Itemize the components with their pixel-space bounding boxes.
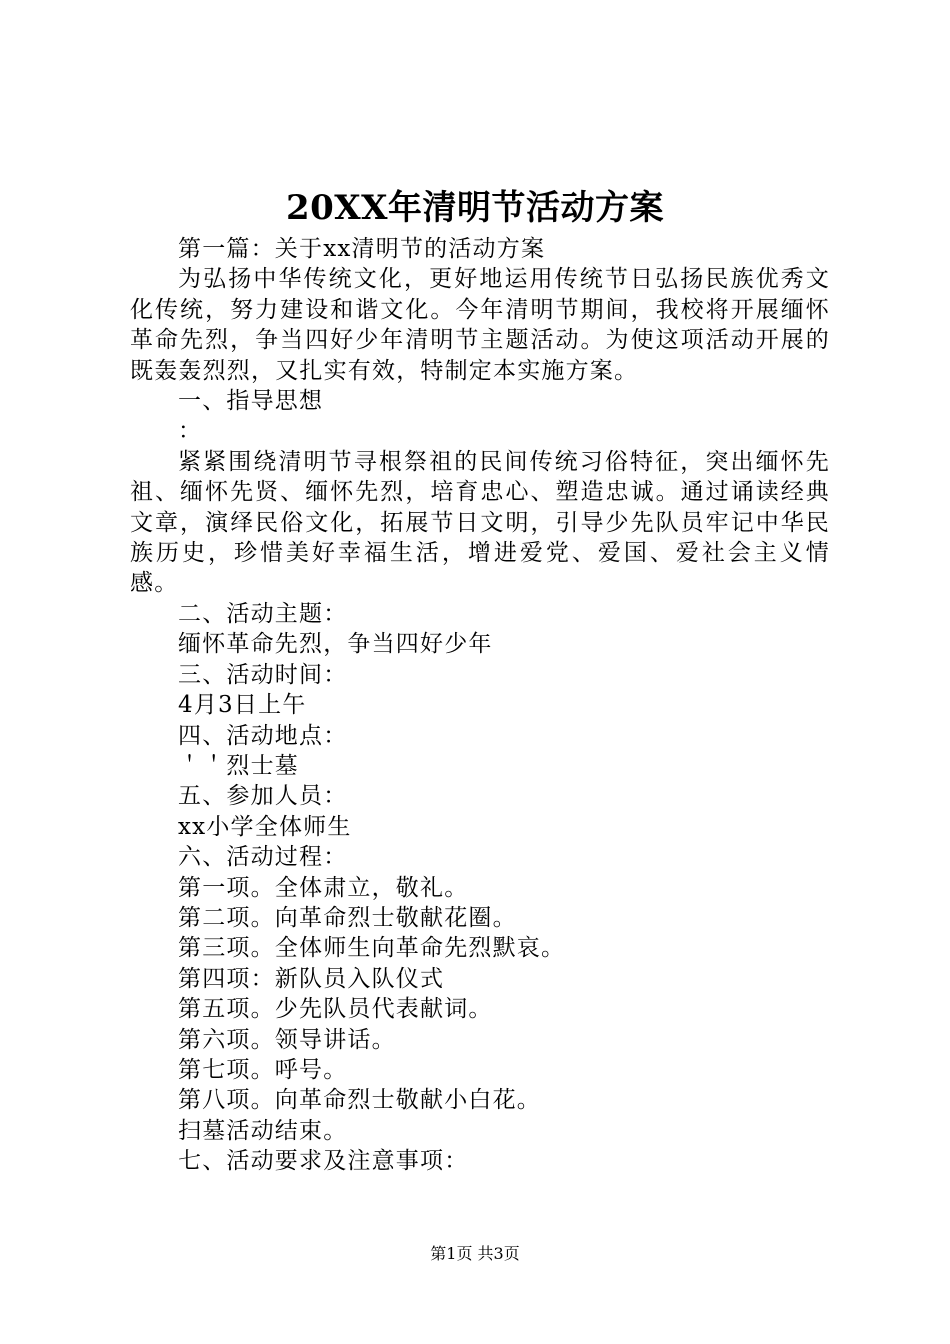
text-line: 缅怀革命先烈，争当四好少年 [178, 631, 493, 658]
text-line: ＇＇烈士墓 [178, 752, 299, 779]
text-line: 扫墓活动结束。 [178, 1117, 348, 1144]
list-item: 第四项：新队员入队仪式 [178, 965, 445, 992]
text-line: ： [178, 418, 203, 445]
document-title: 20XX年清明节活动方案 [285, 188, 665, 228]
text-line: 4月3日上午 [178, 692, 307, 719]
list-item: 第七项。呼号。 [178, 1056, 348, 1083]
section-heading: 二、活动主题： [178, 600, 348, 627]
list-item: 第六项。领导讲话。 [178, 1026, 396, 1053]
section-heading: 四、活动地点： [178, 722, 348, 749]
section-heading: 第一篇：关于xx清明节的活动方案 [178, 236, 546, 262]
text-line: xx小学全体师生 [178, 813, 352, 840]
list-item: 第三项。全体师生向革命先烈默哀。 [178, 935, 566, 962]
paragraph: 为弘扬中华传统文化，更好地运用传统节日弘扬民族优秀文化传统，努力建设和谐文化。今年清明节期间，我校将开展缅怀革命先烈，争当四好少年清明节主题活动。为使这项活动开展的既轰轰烈烈，又扎实有效，特制定本实施方案。 [130, 266, 830, 384]
list-item: 第一项。全体肃立，敬礼。 [178, 874, 469, 901]
list-item: 第八项。向革命烈士敬献小白花。 [178, 1087, 541, 1114]
section-heading: 一、指导思想 [178, 388, 324, 415]
section-heading: 七、活动要求及注意事项： [178, 1148, 469, 1175]
document-body [130, 234, 830, 1177]
list-item: 第五项。少先队员代表献词。 [178, 996, 493, 1023]
section-heading: 五、参加人员： [178, 783, 348, 810]
page-number-footer: 第1页 共3页 [430, 1244, 520, 1263]
list-item: 第二项。向革命烈士敬献花圈。 [178, 904, 517, 931]
paragraph: 紧紧围绕清明节寻根祭祖的民间传统习俗特征，突出缅怀先祖、缅怀先贤、缅怀先烈，培育忠心、塑造忠诚。通过诵读经典文章，演绎民俗文化，拓展节日文明，引导少先队员牢记中华民族历史，珍惜美好幸福生活，增进爱党、爱国、爱社会主义情感。 [130, 448, 830, 597]
section-heading: 三、活动时间： [178, 661, 348, 688]
section-heading: 六、活动过程： [178, 844, 348, 871]
